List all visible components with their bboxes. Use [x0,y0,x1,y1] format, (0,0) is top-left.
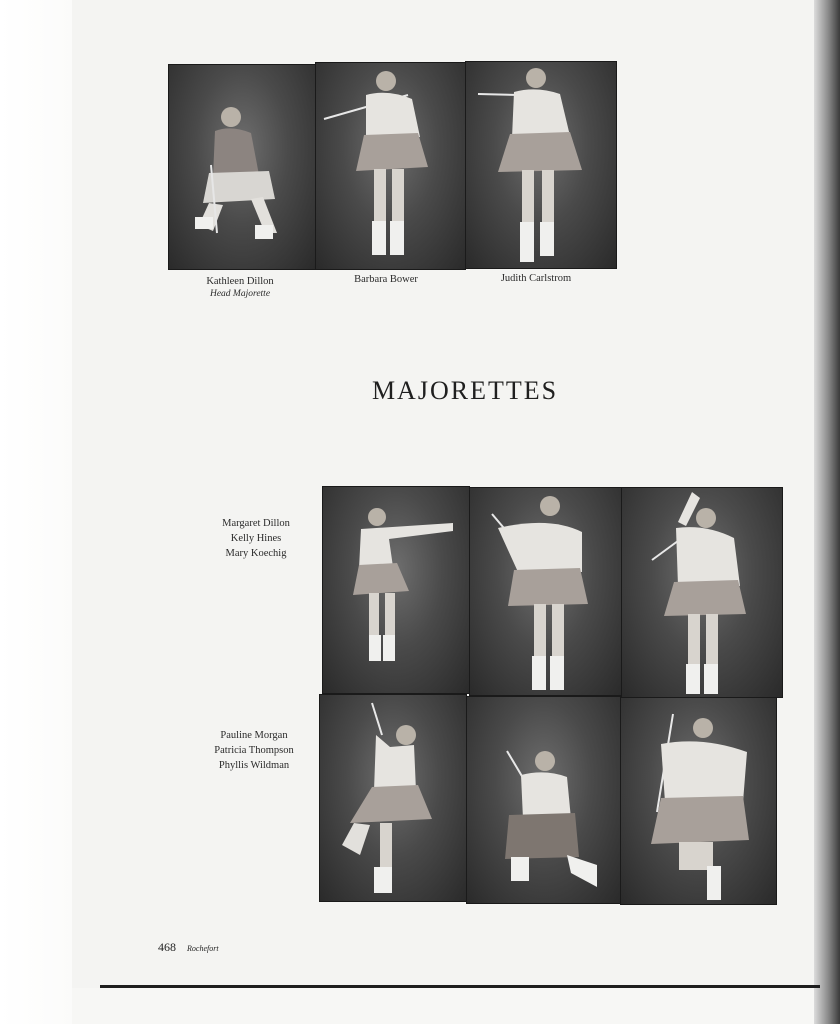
publication-name: Rochefort [187,944,219,953]
member-name: Patricia Thompson [214,745,294,756]
majorette-kneeling-figure [621,698,776,904]
member-name: Mary Koechig [225,548,287,559]
photo-group-two-right [620,697,777,905]
majorette-standing-figure [466,62,616,268]
member-role: Head Majorette [209,289,271,299]
photo-kathleen-dillon [168,64,316,270]
member-name: Pauline Morgan [220,730,288,741]
page-binding-edge [814,0,840,1024]
photo-group-one-center [469,487,622,696]
majorette-kneeling-figure [169,65,315,269]
majorette-kneeling-figure [467,697,620,903]
caption-kathleen-dillon [180,275,300,301]
majorette-posing-figure [320,695,466,901]
photo-group-two-left [319,694,467,902]
photo-barbara-bower [315,62,466,270]
majorette-standing-figure [323,487,469,693]
majorette-standing-figure [622,488,782,697]
name-list-group-two [192,728,316,773]
page-left-margin [0,0,72,1024]
member-name: Kathleen Dillon [206,276,274,287]
member-name: Phyllis Wildman [218,760,290,771]
caption-barbara-bower [326,273,446,286]
photo-group-one-right [621,487,783,698]
caption-judith-carlstrom [475,272,597,285]
member-name: Margaret Dillon [222,518,290,529]
photo-judith-carlstrom [465,61,617,269]
name-list-group-one [196,516,316,561]
member-name: Judith Carlstrom [500,273,572,284]
page-number: 468 [158,940,176,954]
photo-group-two-center [466,696,621,904]
member-name: Kelly Hines [230,533,282,544]
majorette-standing-figure [470,488,621,695]
page-title: MAJORETTES [371,376,559,405]
majorette-standing-figure [316,63,465,269]
member-name: Barbara Bower [354,274,418,285]
bottom-rule [100,985,820,988]
photo-group-one-left [322,486,470,694]
page-footer [158,940,219,955]
